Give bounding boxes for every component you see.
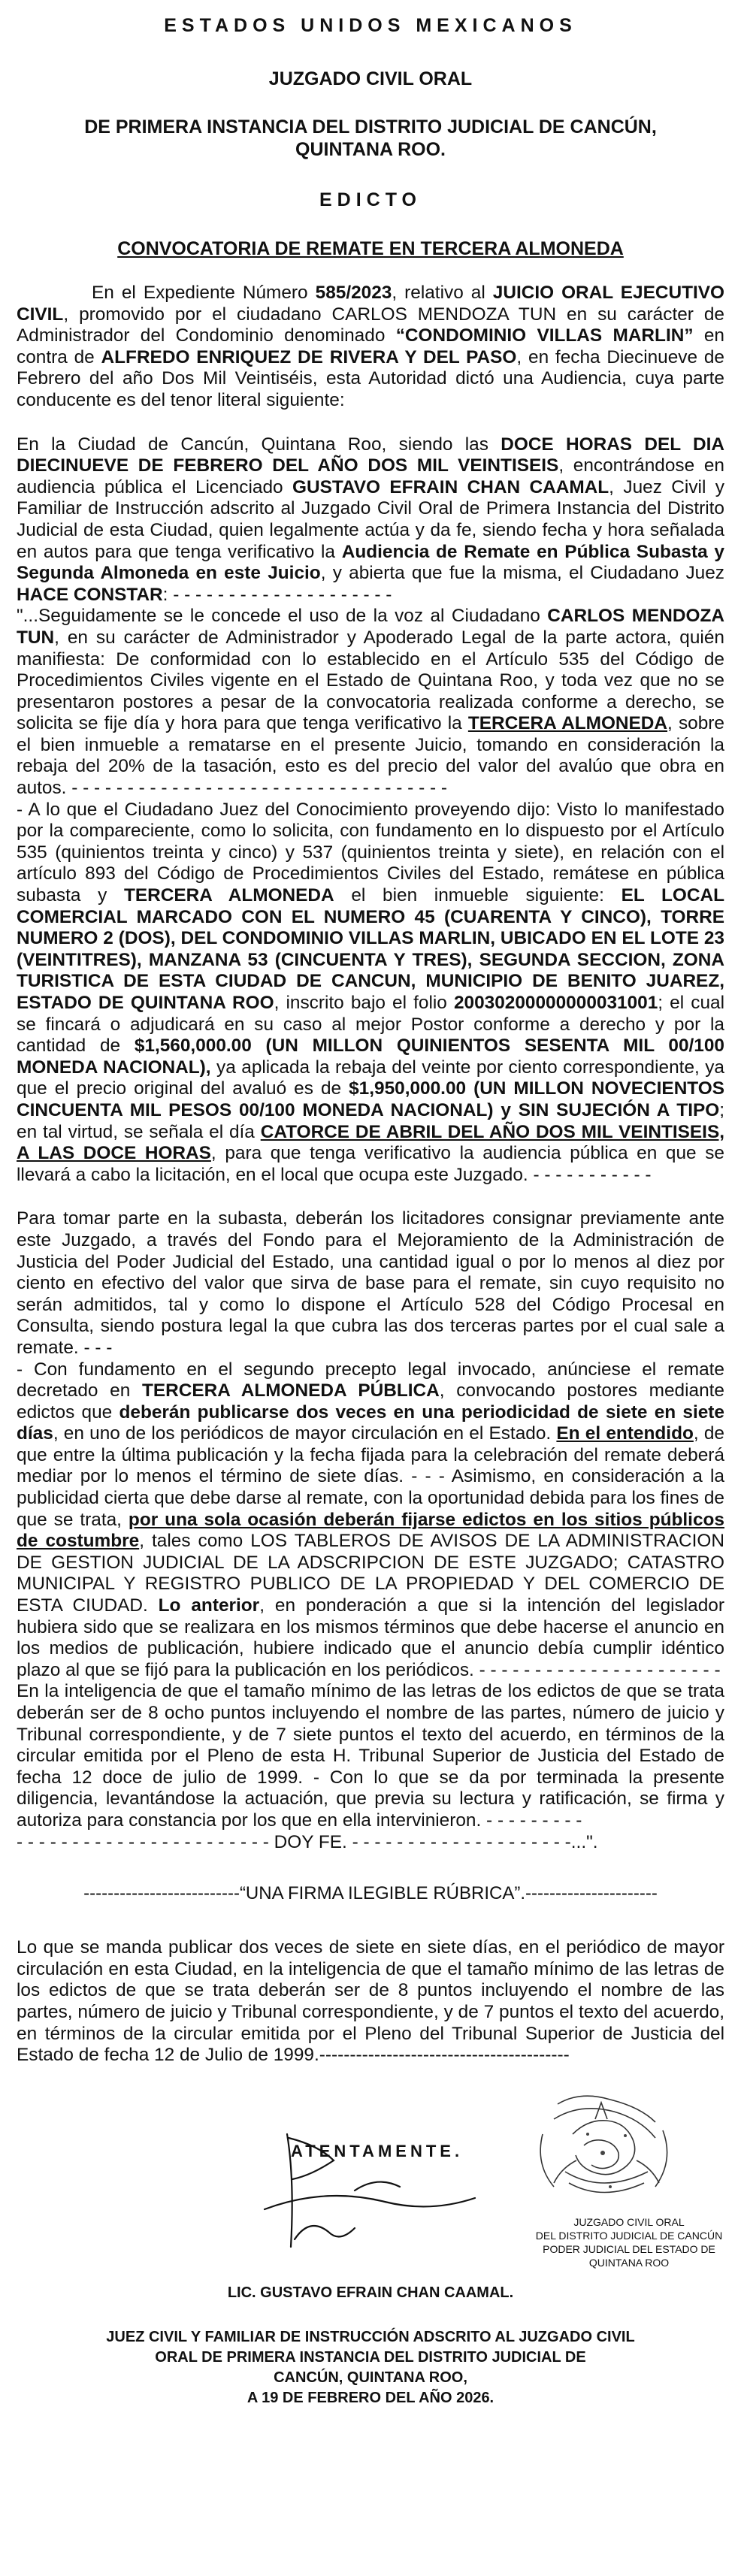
paragraph-expediente — [17, 283, 724, 412]
publication-frequency: deberán publicarse dos veces en una periodicidad de siete en siete días — [17, 1401, 724, 1444]
text: , promovido por el ciudadano CARLOS MENDOZA TUN en su carácter de Administrador del Condominio denominado — [17, 304, 724, 346]
hearing-time: DOCE HORAS DEL DIA DIECINUEVE DE FEBRERO DEL AÑO DOS MIL VEINTISEIS — [17, 434, 724, 476]
instance-heading — [17, 116, 724, 161]
property-description: EL LOCAL COMERCIAL MARCADO CON EL NUMERO 45 (CUARENTA Y CINCO), TORRE NUMERO 2 (DOS), DEL CONDOMINIO VILLAS MARLIN, UBICADO EN EL LOTE 23 (VEINTITRES), MANZANA 53 (CINCUENTA Y TRES), SEGUNDA SECCION, ZONA TURISTICA DE ESTA CIUDAD DE CANCUN, MUNICIPIO DE BENITO JUAREZ, ESTADO DE QUINTANA ROO — [17, 885, 724, 1013]
en-el-entendido: En el entendido — [556, 1423, 694, 1444]
text: , relativo al — [392, 283, 493, 303]
text: , encontrándose en audiencia pública el Licenciado — [17, 455, 724, 497]
judge-name: GUSTAVO EFRAIN CHAN CAAMAL — [292, 476, 609, 497]
text: : - - - - - - - - - - - - - - - - - - - - — [162, 584, 392, 605]
signature-block — [17, 2089, 724, 2277]
hearing-type: Audiencia de Remate en Pública Subasta y Segunda Almoneda en este Juicio — [17, 541, 724, 584]
hace-constar: HACE CONSTAR — [17, 584, 163, 605]
footer-line-3: CANCÚN, QUINTANA ROO, — [274, 2369, 467, 2386]
footer-line-4: A 19 DE FEBRERO DEL AÑO 2026. — [246, 2389, 495, 2406]
text: , en uno de los periódicos de mayor circulación en el Estado. — [53, 1423, 557, 1444]
text: , en fecha Diecinueve de Febrero del año Dos Mil Veintiséis, esta Autoridad dictó una Audiencia, cuya parte conducente es del tenor literal siguiente: — [17, 346, 724, 410]
text: - A lo que el Ciudadano Juez del Conocimiento proveyendo dijo: Visto lo manifestado por la compareciente, como lo solicita, con fundamento en lo dispuesto por el Artículo 535 (quinientos treinta y cinco) y 537 (quinientos treinta y siete), en relación con el artículo 893 del Código de Procedimientos Civiles del Estado, remátese en pública subasta y — [17, 799, 724, 906]
text: , en su carácter de Administrador y Apoderado Legal de la parte actora, quién manifiesta: De conformidad con lo establecido en el Artículo 535 del Código de Procedimientos Civiles vigente en el Estado de Quintana Roo, y toda vez que no se presentaron postores a pesar de la convocatoria realizada conforme a derecho, se solicita se fije día y hora para que tenga verificativo la — [17, 627, 724, 734]
appraisal-amount: $1,950,000.00 (UN MILLON NOVECIENTOS CINCUENTA MIL PESOS 00/100 MONEDA NACIONAL) y SIN SUJECIÓN A TIPO — [17, 1078, 725, 1120]
text: en contra de — [17, 325, 724, 367]
case-number: 585/2023 — [315, 283, 392, 303]
doy-fe-line: - - - - - - - - - - - - - - - - - - - - - - - DOY FE. - - - - - - - - - - - - - - - - - - - -...". — [17, 1831, 598, 1852]
text: En el Expediente Número — [92, 283, 316, 303]
lo-anterior: Lo anterior — [158, 1595, 260, 1616]
text: ya aplicada la rebaja del veinte por ciento correspondiente, ya que el precio original del avaluó es de — [17, 1057, 725, 1099]
attorney-name: CARLOS MENDOZA TUN — [17, 606, 725, 648]
text: En la inteligencia de que el tamaño mínimo de las letras de los edictos de que se trata deberán ser de 8 ocho puntos incluyendo el nombre de las partes, número de juicio y Tribunal correspondiente, y de 7 siete puntos el texto del acuerdo, en términos de la circular emitida por el Pleno de esta H. Tribunal Superior de Justicia del Estado de fecha 12 doce de julio de 1999. - Con lo que se da por terminada la presente diligencia, levantándose la actuación, que previa su lectura y ratificación, se firma y autoriza para constancia por los que en ella intervinieron. - - - - - - - - - — [17, 1681, 724, 1831]
text: ; el cual se fincará o adjudicará en su caso al mejor Postor conforme a derecho y por la cantidad de — [17, 993, 724, 1057]
footer-line-1: JUEZ CIVIL Y FAMILIAR DE INSTRUCCIÓN ADSCRITO AL JUZGADO CIVIL — [106, 2328, 635, 2345]
text: , sobre el bien inmueble a rematarse en el presente Juicio, tomando en consideración la rebaja del 20% de la tasación, esto es del precio del valor del avalúo que obra en autos. - - - - - - - - - - - - - - - - - - - - - - - - - - - - - - - - - - — [17, 713, 724, 799]
tercera-almoneda: TERCERA ALMONEDA — [467, 713, 668, 734]
text: , de que entre la última publicación y la fecha fijada para la celebración del remate deberá mediar por lo menos el término de siete días. - - - Asimismo, en consideración a la publicidad cierta que debe darse al remate, con la oportunidad debida para los fines de que se trata, — [17, 1423, 724, 1530]
text: , tales como LOS TABLEROS DE AVISOS DE LA ADMINISTRACION DE GESTION JUDICIAL DE LA ADSCRIPCION DE ESTE JUZGADO; CATASTRO MUNICIPAL Y REGISTRO PUBLICO DE LA PROPIEDAD Y DEL COMERCIO DE ESTA CIUDAD. — [17, 1531, 724, 1616]
text: , Juez Civil y Familiar de Instrucción adscrito al Juzgado Civil Oral de Primera Instancia del Distrito Judicial de esta Ciudad, quien legalmente actúa y da fe, siendo fecha y hora señalada en autos para que tenga verificativo la — [17, 476, 724, 562]
tercera-almoneda: TERCERA ALMONEDA — [123, 885, 334, 906]
footer-line-2: ORAL DE PRIMERA INSTANCIA DEL DISTRITO JUDICIAL DE — [155, 2348, 586, 2366]
posting-requirement: por una sola ocasión deberán fijarse edictos en los sitios públicos de costumbre — [17, 1509, 724, 1552]
condominium-name: “CONDOMINIO VILLAS MARLIN” — [395, 325, 694, 346]
text: - Con fundamento en el segundo precepto legal invocado, anúnciese el remate decretado en — [17, 1359, 724, 1401]
atentamente-label: ATENTAMENTE. — [291, 2141, 464, 2160]
country-heading: ESTADOS UNIDOS MEXICANOS — [164, 15, 577, 36]
auction-amount: $1,560,000.00 (UN MILLON QUINIENTOS SESENTA MIL 00/100 MONEDA NACIONAL), — [17, 1036, 724, 1078]
seal-line-1: JUZGADO CIVIL ORAL — [573, 2215, 685, 2228]
instance-line-2: QUINTANA ROO. — [295, 139, 446, 160]
seal-line-2: DEL DISTRITO JUDICIAL DE CANCÚN — [535, 2229, 723, 2242]
text: , inscrito bajo el folio — [274, 993, 454, 1013]
tercera-almoneda-publica: TERCERA ALMONEDA PÚBLICA — [141, 1380, 440, 1401]
instance-line-1: DE PRIMERA INSTANCIA DEL DISTRITO JUDICIAL DE CANCÚN, — [84, 116, 657, 138]
folio-number: 20030200000000031001 — [453, 993, 658, 1013]
text: , y abierta que fue la misma, el Ciudadano Juez — [320, 563, 724, 584]
paragraph-publicacion: Lo que se manda publicar dos veces de siete en siete días, en el periódico de mayor circulación en esta Ciudad, en la inteligencia de que el tamaño mínimo de las letras de los edictos de que se trata deberán ser de 8 puntos incluyendo el nombre de las partes, número de juicio y Tribunal correspondiente, y de 7 puntos el texto del acuerdo, en términos de la circular emitida por el Pleno del Tribunal Superior de Justicia del Estado de fecha 12 de Julio de 1999.----------------------------------------- — [17, 1937, 724, 2066]
edicto-heading: EDICTO — [319, 189, 422, 210]
text: En la Ciudad de Cancún, Quintana Roo, siendo las — [17, 434, 501, 455]
case-type: JUICIO ORAL EJECUTIVO CIVIL — [17, 283, 724, 325]
text: , para que tenga verificativo la audiencia pública en que se llevará a cabo la licitación, en el local que ocupa este Juzgado. - - - - - - - - - - - — [17, 1143, 724, 1185]
paragraph-subasta — [17, 1208, 724, 1853]
text: , en ponderación a que si la intención del legislador hubiera sido que se realizara en los mismos términos que debe hacerse el anuncio en los medios de publicación, hubiere indicado que el anuncio debía cumplir idéntico plazo al que se fijó para la publicación en los periódicos. - - - - - - - - - - - - - - - - - - - - - - — [17, 1595, 724, 1680]
text: Para tomar parte en la subasta, deberán los licitadores consignar previamente ante este Juzgado, a través del Fondo para el Mejoramiento de la Administración de Justicia del Poder Judicial del Estado, una cantidad igual o por lo menos al diez por ciento en efectivo del valor que sirva de base para el remate, sin cuyo requisito no serán admitidos, tal y como lo dispone el Artículo 528 del Código Procesal en Consulta, siendo postura legal la que cubra las dos terceras partes por el cual sale a remate. - - - — [17, 1208, 724, 1358]
signer-name: LIC. GUSTAVO EFRAIN CHAN CAAMAL. — [227, 2284, 514, 2301]
seal-text — [535, 2215, 723, 2269]
auction-date: CATORCE DE ABRIL DEL AÑO DOS MIL VEINTISEIS, A LAS DOCE HORAS — [17, 1121, 724, 1164]
paragraph-audiencia — [17, 434, 724, 1187]
firma-ilegible-line: --------------------------“UNA FIRMA ILEGIBLE RÚBRICA”.---------------------- — [83, 1883, 658, 1904]
seal-line-3: PODER JUDICIAL DEL ESTADO DE QUINTANA ROO — [543, 2242, 715, 2269]
defendant-name: ALFREDO ENRIQUEZ DE RIVERA Y DEL PASO — [101, 346, 517, 367]
text: "...Seguidamente se le concede el uso de la voz al Ciudadano — [17, 606, 548, 627]
court-heading: JUZGADO CIVIL ORAL — [268, 68, 473, 89]
text: ; en tal virtud, se señala el día — [17, 1099, 724, 1142]
convocatoria-heading: CONVOCATORIA DE REMATE EN TERCERA ALMONEDA — [117, 238, 624, 259]
signer-title — [17, 2327, 724, 2408]
text: el bien inmueble siguiente: — [334, 885, 622, 906]
text: , convocando postores mediante edictos que — [17, 1380, 724, 1423]
